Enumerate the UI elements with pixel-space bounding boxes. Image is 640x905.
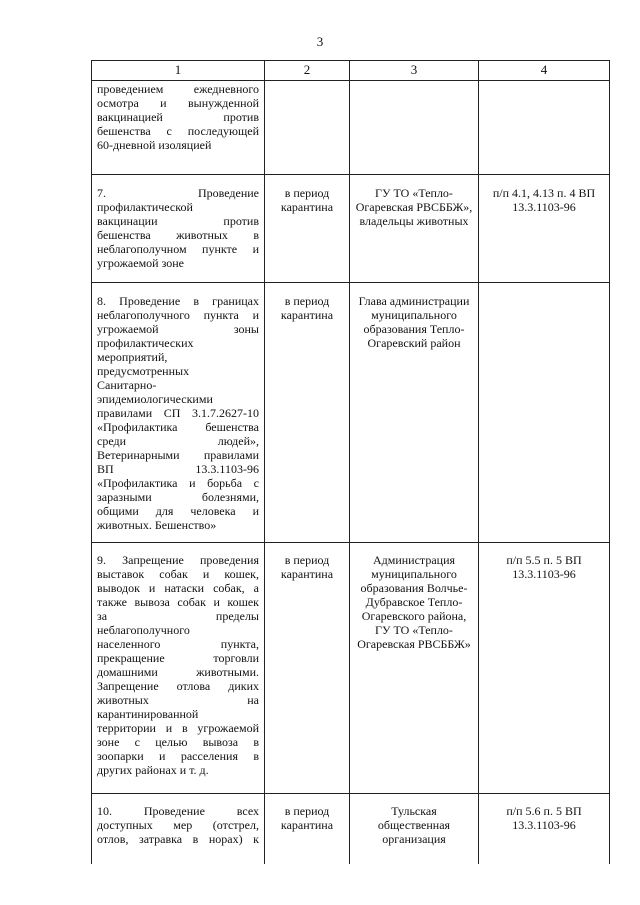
measure-text-line: домашними животными. bbox=[97, 665, 259, 679]
measure-text-line: выводок и натаски собак, а bbox=[97, 581, 259, 595]
measure-text-line: животных. Бешенство» bbox=[97, 518, 217, 532]
measure-text-line: доступных мер (отстрел, bbox=[97, 818, 259, 832]
measure-text-line: зоне с целью вывоза в bbox=[97, 735, 259, 749]
measure-text-line: отлов, затравка в норах) к bbox=[97, 832, 259, 846]
reference-cell: п/п 5.6 п. 5 ВП 13.3.1103-96 bbox=[479, 794, 610, 865]
reference-cell bbox=[479, 81, 610, 175]
measure-cell bbox=[92, 175, 265, 283]
header-cell-3: 3 bbox=[350, 61, 479, 81]
measure-text-line: Ветеринарными правилами bbox=[97, 448, 259, 462]
measure-text-line: общими для человека и bbox=[97, 504, 259, 518]
measure-text-line: предусмотренных bbox=[97, 364, 190, 378]
measure-text-line: за пределы bbox=[97, 609, 259, 623]
measure-text-line: осмотра и вынужденной bbox=[97, 96, 259, 110]
reference-cell: п/п 5.5 п. 5 ВП 13.3.1103-96 bbox=[479, 543, 610, 794]
measure-text-line: Санитарно- bbox=[97, 378, 157, 392]
page-number: 3 bbox=[316, 34, 324, 49]
header-cell-2: 2 bbox=[265, 61, 350, 81]
measure-text-line: проведением ежедневного bbox=[97, 82, 259, 96]
measure-text-line: также вывоза собак и кошек bbox=[97, 595, 259, 609]
measure-text-line: Запрещение отлова диких bbox=[97, 679, 259, 693]
measure-text-line: среди людей», bbox=[97, 434, 259, 448]
responsible-cell: Тульская общественная организация bbox=[350, 794, 479, 865]
measure-text-line: бешенства животных в bbox=[97, 228, 259, 242]
measure-cell bbox=[92, 283, 265, 543]
term-cell: в период карантина bbox=[265, 794, 350, 865]
measure-text-line: угрожаемой зоне bbox=[97, 256, 184, 270]
measure-text-line: ВП 13.3.1103-96 bbox=[97, 462, 259, 476]
measure-text-line: 9. Запрещение проведения bbox=[97, 553, 259, 567]
measure-text-line: карантинированной bbox=[97, 707, 199, 721]
table-row bbox=[92, 175, 610, 283]
measure-cell bbox=[92, 81, 265, 175]
measure-text-line: заразными болезнями, bbox=[97, 490, 259, 504]
measure-text-line: других районах и т. д. bbox=[97, 763, 209, 777]
measure-text-line: неблагополучного пункта и bbox=[97, 308, 259, 322]
measure-text-line: неблагополучном пункте и bbox=[97, 242, 259, 256]
table-row bbox=[92, 794, 610, 865]
header-cell-4: 4 bbox=[479, 61, 610, 81]
table-header-row bbox=[92, 61, 610, 81]
responsible-cell: ГУ ТО «Тепло-Огаревская РВСББЖ», владельцы животных bbox=[350, 175, 479, 283]
measure-text-line: 7. Проведение bbox=[97, 186, 259, 200]
responsible-cell bbox=[350, 81, 479, 175]
term-cell bbox=[265, 81, 350, 175]
measure-text-line: выставок собак и кошек, bbox=[97, 567, 259, 581]
measure-text-line: профилактических bbox=[97, 336, 194, 350]
measure-text-line: угрожаемой зоны bbox=[97, 322, 259, 336]
measure-text-line: неблагополучного bbox=[97, 623, 190, 637]
measure-text-line: территории и в угрожаемой bbox=[97, 721, 259, 735]
measure-text-line: вакцинации против bbox=[97, 214, 259, 228]
term-cell: в период карантина bbox=[265, 543, 350, 794]
reference-cell: п/п 4.1, 4.13 п. 4 ВП 13.3.1103-96 bbox=[479, 175, 610, 283]
measure-text-line: зоопарки и расселения в bbox=[97, 749, 259, 763]
measure-text-line: профилактической bbox=[97, 200, 193, 214]
measure-text-line: прекращение торговли bbox=[97, 651, 259, 665]
term-cell: в период карантина bbox=[265, 175, 350, 283]
measure-text-line: мероприятий, bbox=[97, 350, 168, 364]
table-row bbox=[92, 543, 610, 794]
responsible-cell: Администрация муниципального образования Волчье-Дубравское Тепло-Огаревского района, ГУ ТО «Тепло-Огаревская РВСББЖ» bbox=[350, 543, 479, 794]
header-cell-1: 1 bbox=[92, 61, 265, 81]
measure-cell bbox=[92, 543, 265, 794]
measure-text-line: вакцинацией против bbox=[97, 110, 259, 124]
measure-text-line: «Профилактика и борьба с bbox=[97, 476, 259, 490]
responsible-cell: Глава администрации муниципального образования Тепло-Огаревский район bbox=[350, 283, 479, 543]
measure-text-line: бешенства с последующей bbox=[97, 124, 259, 138]
measure-text-line: «Профилактика бешенства bbox=[97, 420, 259, 434]
table-row bbox=[92, 283, 610, 543]
table-row bbox=[92, 81, 610, 175]
term-cell: в период карантина bbox=[265, 283, 350, 543]
measure-text-line: животных на bbox=[97, 693, 259, 707]
measure-text-line: 60-дневной изоляцией bbox=[97, 138, 212, 152]
measure-text-line: населенного пункта, bbox=[97, 637, 259, 651]
measures-table bbox=[91, 60, 610, 864]
measure-text-line: 10. Проведение всех bbox=[97, 804, 259, 818]
measure-text-line: эпидемиологическими bbox=[97, 392, 213, 406]
measure-text-line: правилами СП 3.1.7.2627-10 bbox=[97, 406, 259, 420]
measure-text-line: 8. Проведение в границах bbox=[97, 294, 259, 308]
reference-cell bbox=[479, 283, 610, 543]
measure-cell bbox=[92, 794, 265, 865]
